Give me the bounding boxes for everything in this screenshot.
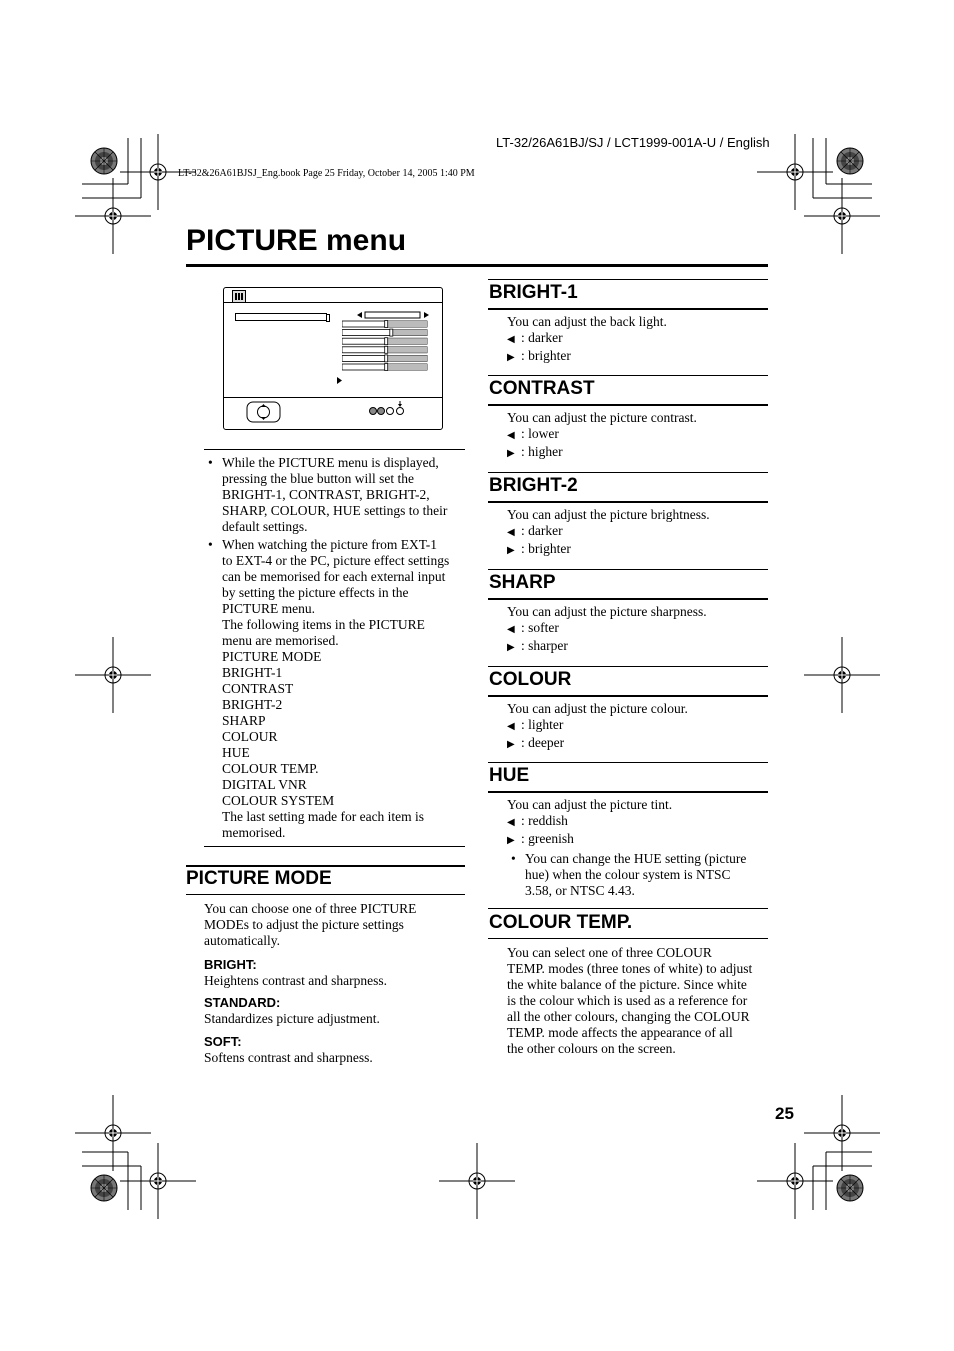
section-title: BRIGHT-2 <box>489 475 578 496</box>
note-line: CONTRAST <box>222 681 294 696</box>
mode-desc-standard: Standardizes picture adjustment. <box>204 1011 380 1026</box>
section-description: You can adjust the back light. <box>507 314 667 329</box>
adjust-right-row <box>507 444 769 462</box>
section-bottom-rule <box>488 791 768 793</box>
note-line: The following items in the PICTURE <box>222 617 425 632</box>
picture-mode-intro-line: You can choose one of three PICTURE <box>204 901 417 916</box>
bullet-dot: • <box>208 455 213 470</box>
bullet-dot: • <box>511 851 516 866</box>
section-bottom-rule <box>488 695 768 697</box>
page-number: 25 <box>775 1104 794 1123</box>
note-line: memorised. <box>222 825 286 840</box>
adjust-right-row <box>507 541 769 559</box>
adjust-left-label: : lower <box>521 426 559 441</box>
note-line: You can change the HUE setting (picture <box>525 851 747 866</box>
colour-temp-line: TEMP. modes (three tones of white) to adjust <box>507 961 753 976</box>
note-line: HUE <box>222 745 250 760</box>
slider-bar <box>342 346 427 353</box>
slider-fill <box>386 347 427 353</box>
picture-mode-body <box>204 901 466 1066</box>
right-triangle-icon: ▶ <box>507 448 515 459</box>
adjust-right-label: : brighter <box>521 541 571 556</box>
section-top-rule <box>488 279 768 280</box>
adjust-right-row <box>507 735 769 753</box>
right-triangle-icon: ▶ <box>507 352 515 363</box>
section-description: You can adjust the picture tint. <box>507 797 673 812</box>
adjust-left-label: : darker <box>521 330 563 345</box>
note-item <box>208 455 468 535</box>
colour-temp-line: You can select one of three COLOUR <box>507 945 712 960</box>
right-triangle-icon <box>424 312 429 318</box>
adjust-right-label: : sharper <box>521 638 568 653</box>
slider-knob <box>385 321 388 328</box>
slider-knob <box>385 346 388 353</box>
section-top-rule <box>488 472 768 473</box>
section-title: SHARP <box>489 572 556 593</box>
adjust-left-label: : reddish <box>521 813 568 828</box>
mode-name-soft: SOFT: <box>204 1034 242 1049</box>
section-title: BRIGHT-1 <box>489 282 578 303</box>
slider-bar <box>342 338 427 345</box>
slider-knob <box>390 329 393 336</box>
note-line: When watching the picture from EXT-1 <box>222 537 438 552</box>
section-top-rule <box>488 569 768 570</box>
colour-temp-body <box>507 945 769 1057</box>
slider-bar <box>342 321 427 328</box>
mode-selector-box <box>235 313 327 321</box>
slider-bar <box>342 364 427 371</box>
notes-list <box>208 455 468 841</box>
note-line: The last setting made for each item is <box>222 809 425 824</box>
file-info: LT-32&26A61BJSJ_Eng.book Page 25 Friday, October 14, 2005 1:40 PM <box>178 168 475 179</box>
adjust-left-row <box>507 717 769 735</box>
adjust-left-row <box>507 813 769 831</box>
slider-bar <box>342 355 427 362</box>
section-body <box>507 410 769 462</box>
note-line: 3.58, or NTSC 4.43. <box>525 883 635 898</box>
right-triangle-icon: ▶ <box>507 835 515 846</box>
picture-mode-bottom-rule <box>186 894 465 895</box>
colour-temp-top-rule <box>488 908 768 909</box>
adjust-right-row <box>507 831 769 849</box>
left-triangle-icon: ◀ <box>507 430 515 441</box>
picture-mode-title: PICTURE MODE <box>186 868 332 889</box>
slider-fill <box>386 355 427 361</box>
slider-knob <box>385 355 388 362</box>
section-body <box>507 604 769 656</box>
mode-desc-bright: Heightens contrast and sharpness. <box>204 973 387 988</box>
left-triangle-icon: ◀ <box>507 334 515 345</box>
page-title: PICTURE menu <box>186 224 407 257</box>
adjust-left-row <box>507 620 769 638</box>
adjust-right-label: : greenish <box>521 831 574 846</box>
colour-temp-line: the white balance of the picture. Since white <box>507 977 747 992</box>
bullet-dot: • <box>208 537 213 552</box>
note-line: default settings. <box>222 519 308 534</box>
menu-screen-illustration <box>223 287 443 430</box>
colour-temp-line: the other colours on the screen. <box>507 1041 676 1056</box>
adjust-left-label: : lighter <box>521 717 564 732</box>
section-note <box>507 851 769 899</box>
right-triangle-icon: ▶ <box>507 545 515 556</box>
section-title: HUE <box>489 765 530 786</box>
section-body <box>507 701 769 753</box>
note-line: SHARP, COLOUR, HUE settings to their <box>222 503 448 518</box>
section-description: You can adjust the picture contrast. <box>507 410 697 425</box>
section-bottom-rule <box>488 308 768 310</box>
bullets-bottom-rule <box>204 846 465 847</box>
left-triangle-icon: ◀ <box>507 527 515 538</box>
slider-group <box>342 320 432 380</box>
note-line: While the PICTURE menu is displayed, <box>222 455 439 470</box>
slider-fill <box>386 364 427 370</box>
section-bottom-rule <box>488 598 768 600</box>
note-line: COLOUR TEMP. <box>222 761 319 776</box>
slider-fill <box>391 330 427 336</box>
remote-cross-key-icon <box>246 401 282 423</box>
left-triangle-icon: ◀ <box>507 624 515 635</box>
left-triangle-icon: ◀ <box>507 721 515 732</box>
note-line: to EXT-4 or the PC, picture effect settings <box>222 553 450 568</box>
note-item <box>208 537 468 841</box>
picture-mode-intro-line: MODEs to adjust the picture settings <box>204 917 404 932</box>
note-line: menu are memorised. <box>222 633 339 648</box>
slider-fill <box>386 321 427 327</box>
section-description: You can adjust the picture colour. <box>507 701 688 716</box>
note-line: pressing the blue button will set the <box>222 471 414 486</box>
right-triangle-icon: ▶ <box>507 739 515 750</box>
section-top-rule <box>488 375 768 376</box>
note-line: DIGITAL VNR <box>222 777 307 792</box>
mode-name-bright: BRIGHT: <box>204 957 257 972</box>
adjust-right-label: : deeper <box>521 735 565 750</box>
picture-mode-intro-line: automatically. <box>204 933 280 948</box>
adjust-right-row <box>507 348 769 366</box>
adjust-left-label: : darker <box>521 523 563 538</box>
section-description: You can adjust the picture sharpness. <box>507 604 707 619</box>
adjust-left-row <box>507 426 769 444</box>
colour-temp-bottom-rule <box>488 938 768 939</box>
colour-temp-line: TEMP. mode affects the appearance of all <box>507 1025 733 1040</box>
section-title: COLOUR <box>489 669 572 690</box>
slider-knob <box>385 364 388 371</box>
header-model: LT-32/26A61BJ/SJ / LCT1999-001A-U / English <box>496 135 770 150</box>
slider-knob <box>385 338 388 345</box>
title-rule <box>186 264 768 267</box>
adjust-left-row <box>507 330 769 348</box>
adjust-right-label: : higher <box>521 444 563 459</box>
adjust-right-label: : brighter <box>521 348 571 363</box>
slider-fill <box>386 338 427 344</box>
note-line: COLOUR <box>222 729 278 744</box>
note-line: COLOUR SYSTEM <box>222 793 335 808</box>
left-triangle-icon: ◀ <box>507 817 515 828</box>
section-body <box>507 507 769 559</box>
right-triangle-icon: ▶ <box>507 642 515 653</box>
mode-name-standard: STANDARD: <box>204 995 281 1010</box>
colour-temp-line: is the colour which is used as a reference for <box>507 993 748 1008</box>
section-title: CONTRAST <box>489 378 595 399</box>
note-line: BRIGHT-1, CONTRAST, BRIGHT-2, <box>222 487 430 502</box>
section-body <box>507 797 769 899</box>
picture-mode-top-rule <box>186 865 465 867</box>
note-line: by setting the picture effects in the <box>222 585 409 600</box>
mode-desc-soft: Softens contrast and sharpness. <box>204 1050 373 1065</box>
section-bottom-rule <box>488 501 768 503</box>
colour-buttons-icon <box>367 401 407 419</box>
note-line: BRIGHT-2 <box>222 697 283 712</box>
section-description: You can adjust the picture brightness. <box>507 507 710 522</box>
adjust-left-label: : softer <box>521 620 559 635</box>
colour-temp-line: all the other colours, changing the COLOUR <box>507 1009 750 1024</box>
right-triangle-icon <box>336 376 344 386</box>
section-body <box>507 314 769 366</box>
bullets-top-rule <box>204 449 465 450</box>
left-triangle-icon <box>357 312 362 318</box>
section-top-rule <box>488 666 768 667</box>
slider-bar <box>342 329 427 336</box>
section-bottom-rule <box>488 404 768 406</box>
section-top-rule <box>488 762 768 763</box>
note-line: hue) when the colour system is NTSC <box>525 867 731 882</box>
note-line: PICTURE menu. <box>222 601 315 616</box>
note-line: can be memorised for each external input <box>222 569 446 584</box>
adjust-right-row <box>507 638 769 656</box>
colour-temp-title: COLOUR TEMP. <box>489 912 633 933</box>
note-line: BRIGHT-1 <box>222 665 283 680</box>
note-line: PICTURE MODE <box>222 649 322 664</box>
adjust-left-row <box>507 523 769 541</box>
note-line: SHARP <box>222 713 266 728</box>
